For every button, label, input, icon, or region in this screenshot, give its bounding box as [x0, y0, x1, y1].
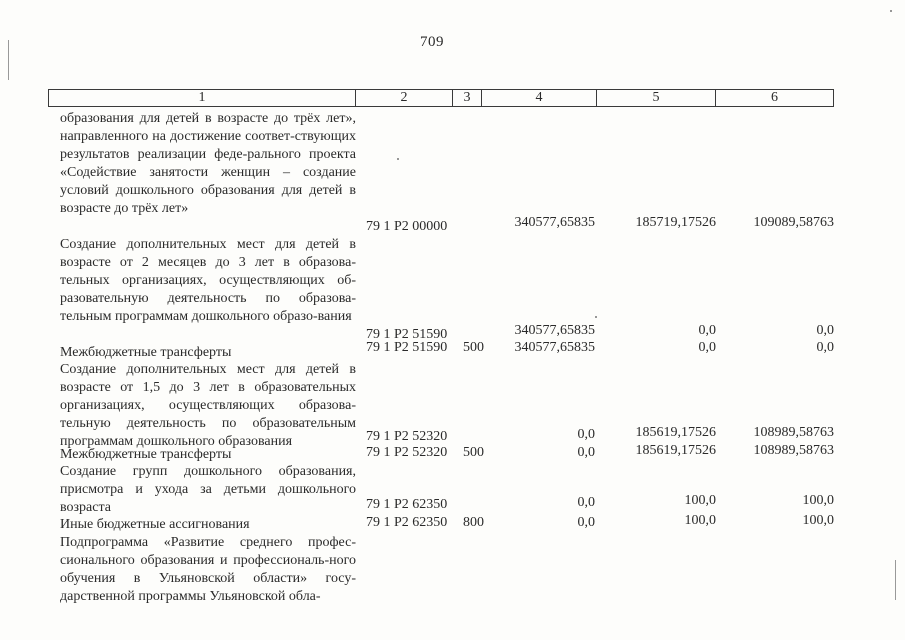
- row-description: Создание групп дошкольного образования, присмотра и ухода за детьми дошкольного возраста: [60, 464, 356, 515]
- scan-edge-mark: [895, 560, 896, 600]
- scan-speck: [397, 158, 399, 160]
- row-col6: 108989,58763: [753, 443, 834, 458]
- row-description: Создание дополнительных мест для детей в возрасте от 2 месяцев до 3 лет в образова-тельных организациях, осуществляющих об-разовательную деятельность по образова-тельным программам дошкольного образо-вания: [60, 237, 356, 324]
- row-col5: 0,0: [698, 340, 716, 355]
- header-col-2: 2: [356, 90, 453, 106]
- row-col4: 340577,65835: [514, 215, 595, 230]
- table-row: [60, 361, 840, 451]
- row-description: Межбюджетные трансферты: [60, 447, 232, 462]
- scan-edge-mark: [8, 40, 9, 80]
- row-description: Иные бюджетные ассигнования: [60, 517, 250, 532]
- row-code: 79 1 Р2 00000: [366, 219, 448, 234]
- row-col4: 0,0: [577, 515, 595, 530]
- row-code: 79 1 Р2 62350: [366, 497, 448, 512]
- row-col4: 0,0: [577, 427, 595, 442]
- row-type: 800: [463, 515, 484, 530]
- row-description: Межбюджетные трансферты: [60, 345, 232, 360]
- scan-speck: [890, 10, 892, 12]
- row-code: 79 1 Р2 51590: [366, 327, 448, 342]
- page-number: 709: [420, 34, 444, 50]
- table-row: [60, 534, 840, 606]
- header-col-6: 6: [771, 90, 778, 105]
- row-col5: 100,0: [684, 493, 716, 508]
- row-col4: 340577,65835: [514, 340, 595, 355]
- header-col-4: 4: [482, 90, 597, 106]
- table-row: [60, 340, 840, 362]
- table-row: [60, 236, 840, 344]
- row-col5: 185719,17526: [635, 215, 716, 230]
- row-col6: 100,0: [802, 493, 834, 508]
- row-type: 500: [463, 445, 484, 460]
- row-description: Подпрограмма «Развитие среднего профес-сионального образования и профессиональ-ного обучения в Ульяновской области» госу-дарственной программы Ульяновской обла-: [60, 535, 356, 604]
- table-row: [60, 443, 840, 464]
- row-col4: 0,0: [577, 445, 595, 460]
- row-col5: 185619,17526: [635, 425, 716, 440]
- row-col5: 100,0: [684, 513, 716, 528]
- table-row: [60, 463, 840, 517]
- row-code: 79 1 Р2 52320: [366, 445, 448, 460]
- row-description: Создание дополнительных мест для детей в возрасте от 1,5 до 3 лет в образовательных организациях, осуществляющих образова-тельную деятельность по образовательным программам дошкольного образования: [60, 362, 356, 449]
- row-code: 79 1 Р2 52320: [366, 429, 448, 444]
- scan-speck: [595, 316, 597, 318]
- row-col5: 185619,17526: [635, 443, 716, 458]
- row-col6: 109089,58763: [753, 215, 834, 230]
- row-col4: 340577,65835: [514, 323, 595, 338]
- header-col-1: 1: [49, 90, 356, 106]
- row-col6: 108989,58763: [753, 425, 834, 440]
- header-col-3: 3: [453, 90, 482, 106]
- table-row: [60, 513, 840, 534]
- header-col-5: 5: [597, 90, 716, 106]
- row-col5: 0,0: [698, 323, 716, 338]
- row-type: 500: [463, 340, 484, 355]
- row-col4: 0,0: [577, 495, 595, 510]
- row-code: 79 1 Р2 62350: [366, 515, 448, 530]
- row-col6: 0,0: [816, 323, 834, 338]
- row-col6: 0,0: [816, 340, 834, 355]
- row-col6: 100,0: [802, 513, 834, 528]
- table-header: [48, 89, 834, 107]
- row-description: образования для детей в возрасте до трёх лет», направленного на достижение соответ-ствующих результатов реализации феде-рального проекта «Содействие занятости женщин – создание условий дошкольного образования для детей в возрасте до трёх лет»: [60, 111, 356, 216]
- table-row: [60, 110, 840, 236]
- row-code: 79 1 Р2 51590: [366, 340, 448, 355]
